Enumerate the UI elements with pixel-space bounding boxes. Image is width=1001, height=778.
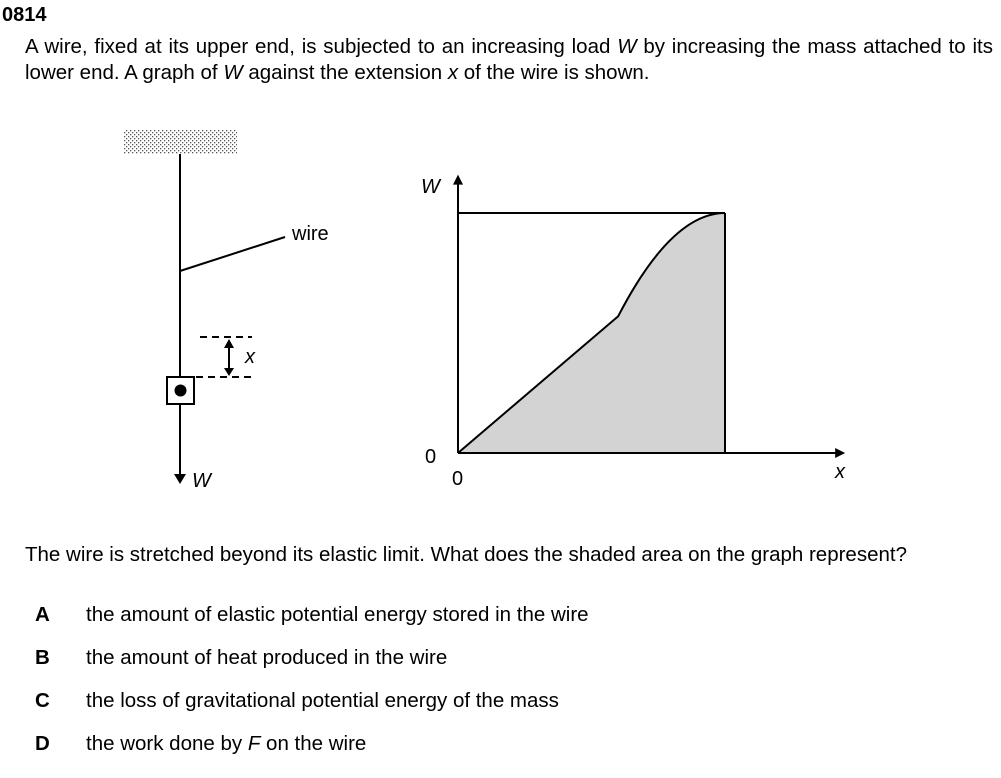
mass-attachment-point [175,385,187,397]
stem-part: A wire, fixed at its upper end, is subjected to an increasing load [25,35,618,58]
question-number: 0814 [2,4,47,26]
w-x-graph [421,175,846,490]
wire-label: wire [292,223,329,245]
option-letter: C [35,689,50,712]
stem-part: by increasing the mass attached to its lower end. A graph of [25,35,993,84]
option-letter: D [35,732,50,755]
stem-part: against the extension [242,61,448,84]
option-text-italic: F [247,732,261,755]
x-axis-label: x [835,461,845,483]
option-d[interactable] [35,732,366,756]
x-origin-label: 0 [452,468,464,490]
option-letter: B [35,646,50,669]
stem-part-italic: x [447,61,459,84]
option-text: on the wire [260,732,367,755]
w-axis-label: W [421,176,440,198]
load-label: W [192,470,211,492]
shaded-area [458,213,725,453]
question-prompt: The wire is stretched beyond its elastic limit. What does the shaded area on the graph represent? [25,543,907,566]
option-text: the amount of heat produced in the wire [86,646,448,669]
y-origin-label: 0 [425,446,437,468]
wire-pointer-line [180,237,285,271]
option-letter: A [35,603,50,626]
stem-part: of the wire is shown. [458,61,650,84]
x-axis-arrowhead [835,448,845,458]
apparatus-diagram [124,130,329,492]
stem-part-italic: W [617,35,637,58]
stem-part-italic: W [223,61,243,84]
ceiling-support [124,130,237,154]
extension-arrow-up [224,339,234,348]
option-text: the amount of elastic potential energy stored in the wire [86,603,589,626]
option-text: the work done by [86,732,248,755]
option-c[interactable] [35,689,559,713]
extension-arrow-down [224,368,234,376]
option-b[interactable] [35,646,447,670]
load-arrowhead [174,474,186,484]
extension-label: x [245,346,255,368]
option-a[interactable] [35,603,589,627]
w-axis-arrowhead [453,175,463,185]
option-text: the loss of gravitational potential energy of the mass [86,689,559,712]
